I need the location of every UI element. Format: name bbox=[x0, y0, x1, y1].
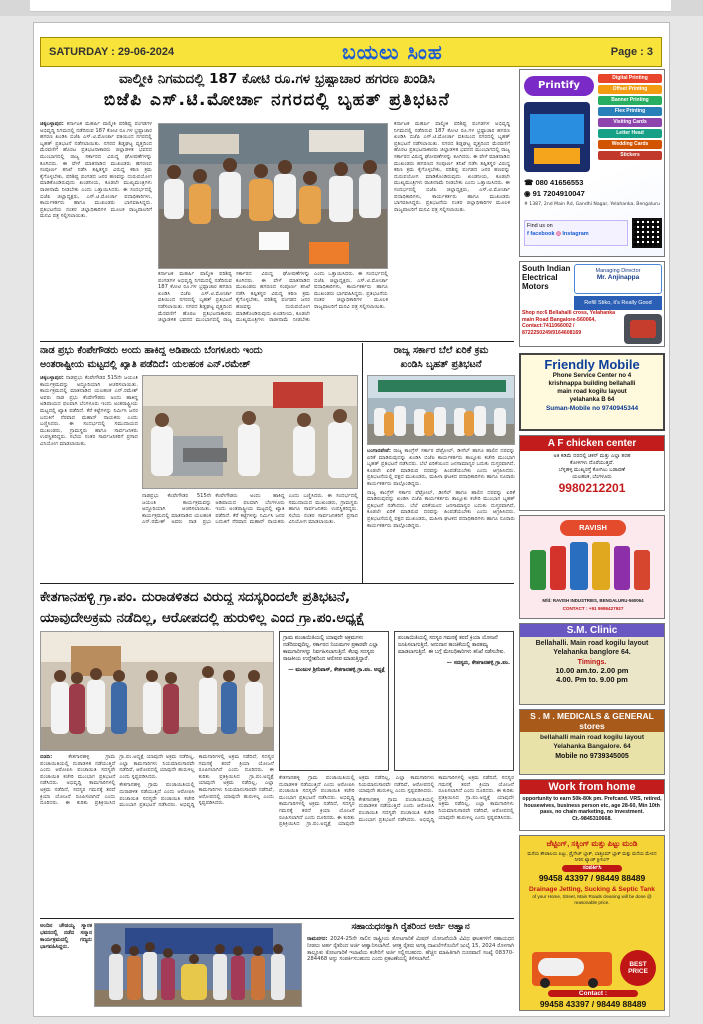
ad-friendly-mobile bbox=[519, 353, 665, 431]
story4-body-right: ಕೇತಗಾನಹಳ್ಳಿ ಗ್ರಾಮ ಪಂಚಾಯಿತಿಯಲ್ಲಿ ದುರಾಡಳಿತ ನಡೆಯುತ್ತಿದೆ ಎಂದು ಆರೋಪಿಸಿ ಪಂಚಾಯಿತಿ ಸದಸ್ಯರೇ ಪಂಚಾಯಿತಿ ಕಚೇರಿ ಮುಂಭಾಗ ಪ್ರತಿಭಟನೆ ನಡೆಸಿದರು. ಅಭಿವೃದ್ಧಿ ಕಾಮಗಾರಿಗಳಲ್ಲಿ ಅಕ್ರಮ ನಡೆದಿದೆ, ಸದಸ್ಯರ ಗಮನಕ್ಕೆ ತರದೆ ಕ್ರಿಯಾ ಯೋಜನೆ ರೂಪಿಸಲಾಗಿದೆ ಎಂದು ದೂರಿದರು. ಈ ಕುರಿತು ಪ್ರತಿಕ್ರಿಯಿಸಿದ ಗ್ರಾ.ಪಂ.ಅಧ್ಯಕ್ಷೆ ಯಾವುದೇ ಅಕ್ರಮ ನಡೆದಿಲ್ಲ, ಎಲ್ಲಾ ಕಾಮಗಾರಿಗಳು ನಿಯಮಾನುಸಾರವೇ ನಡೆದಿವೆ, ಆರೋಪದಲ್ಲಿ ಯಾವುದೇ ಹುರುಳಿಲ್ಲ ಎಂದು ಸ್ಪಷ್ಟಪಡಿಸಿದರು. ಕೇತಗಾನಹಳ್ಳಿ ಗ್ರಾಮ ಪಂಚಾಯಿತಿಯಲ್ಲಿ ದುರಾಡಳಿತ ನಡೆಯುತ್ತಿದೆ ಎಂದು ಆರೋಪಿಸಿ ಪಂಚಾಯಿತಿ ಸದಸ್ಯರೇ ಪಂಚಾಯಿತಿ ಕಚೇರಿ ಮುಂಭಾಗ ಪ್ರತಿಭಟನೆ ನಡೆಸಿದರು. ಅಭಿವೃದ್ಧಿ ಕಾಮಗಾರಿಗಳಲ್ಲಿ ಅಕ್ರಮ ನಡೆದಿದೆ, ಸದಸ್ಯರ ಗಮನಕ್ಕೆ ತರದೆ ಕ್ರಿಯಾ ಯೋಜನೆ ರೂಪಿಸಲಾಗಿದೆ ಎಂದು ದೂರಿದರು. ಈ ಕುರಿತು ಪ್ರತಿಕ್ರಿಯಿಸಿದ ಗ್ರಾ.ಪಂ.ಅಧ್ಯಕ್ಷೆ ಯಾವುದೇ ಅಕ್ರಮ ನಡೆದಿಲ್ಲ, ಎಲ್ಲಾ ಕಾಮಗಾರಿಗಳು ನಿಯಮಾನುಸಾರವೇ ನಡೆದಿವೆ, ಆರೋಪದಲ್ಲಿ ಯಾವುದೇ ಹುರುಳಿಲ್ಲ ಎಂದು ಸ್ಪಷ್ಟಪಡಿಸಿದರು. bbox=[279, 775, 514, 828]
story5-lead: ರಾಮನಗರ: bbox=[307, 936, 328, 942]
caption-text: ಅಂದಿನ ಚೌಡಯ್ಯ ಸ್ಮಾರಕ ಭವನದಲ್ಲಿ ನಡೆದ ಸನ್ಮಾನ ಕಾರ್ಯಕ್ರಮದಲ್ಲಿ ಗಣ್ಯರು ಭಾಗವಹಿಸಿದ್ದರು. bbox=[40, 923, 92, 950]
story3-lead: ಬಂಗಾರಪೇಟೆ: bbox=[367, 448, 391, 454]
chicken-title: A F chicken center bbox=[520, 436, 664, 451]
ad-work-from-home bbox=[519, 779, 665, 831]
story1-body-col1 bbox=[40, 121, 152, 339]
motors-tagline: Refill Stiko, it's Really Good bbox=[574, 296, 662, 310]
ravish-manufacturer: Mfd: RAVISH INDUSTRIES, BENGALURU-560064 bbox=[542, 598, 644, 603]
browser-top-strip bbox=[0, 0, 703, 16]
newspaper-page bbox=[33, 22, 670, 1017]
jetting-title-en: Drainage Jetting, Sucking & Septic Tank bbox=[529, 886, 655, 893]
tanker-truck-image bbox=[532, 952, 612, 986]
ravish-logo: RAVISH bbox=[560, 520, 626, 536]
medicals-title: S . M . MEDICALS & GENERAL stores bbox=[520, 710, 664, 732]
masthead bbox=[40, 37, 662, 67]
story4-headline-2: ಯಾವುದೇಅಕ್ರಮ ನಡೆದಿಲ್ಲ, ಆರೋಪದಲ್ಲಿ ಹುರುಳಿಲ್ಲ ಎಂದ ಗ್ರಾ.ಪಂ.ಅಧ್ಯಕ್ಷೆ bbox=[40, 610, 365, 626]
instagram-icon: ◎ bbox=[556, 231, 561, 237]
qr-code-icon bbox=[632, 218, 662, 248]
story2-body: ನಾಡಪ್ರಭು ಕೆಂಪೇಗೌಡರ 515ನೇ ಜಯಂತಿ ಕಾರ್ಯಕ್ರಮವನ್ನು ಅದ್ದೂರಿಯಾಗಿ ಆಚರಿಸಲಾಯಿತು. ಕಾರ್ಯಕ್ರಮದಲ್ಲಿ ಮಾತನಾಡಿದ ಯಲಹಂಕ ಎನ್.ರಮೇಶ್ ಅವರು ನಾಡ ಪ್ರಭು ಕೆಂಪೇಗೌಡರು ಅಂದು ಹಾಕಿದ್ದ ಅಡಿಪಾಯದ ಫಲವಾಗಿ ಬೆಂಗಳೂರು ಇಂದು ಅಂತರಾಷ್ಟ್ರೀಯ ಮಟ್ಟದಲ್ಲಿ ಖ್ಯಾತಿ ಪಡೆದಿದೆ. ಕೆರೆ ಕಟ್ಟೆಗಳನ್ನು ನಿರ್ಮಿಸಿ ಜನರ ಬದುಕಿಗೆ ನೆರವಾದ ಮಹಾನ್ ನಾಯಕರು ಎಂದು ಬಣ್ಣಿಸಿದರು. ಈ ಸಂದರ್ಭದಲ್ಲಿ ಸಮುದಾಯದ ಮುಖಂಡರು, ಗ್ರಾಮಸ್ಥರು ಹಾಗೂ ಸಾರ್ವಜನಿಕರು ಉಪಸ್ಥಿತರಿದ್ದರು. ಸಭೆಯ ನಂತರ ಸಾರ್ವಜನಿಕರಿಗೆ ಪ್ರಸಾದ ವಿನಿಯೋಗ ಮಾಡಲಾಯಿತು. bbox=[40, 375, 138, 447]
motor-image bbox=[624, 314, 662, 344]
printing-service-item: Banner Printing bbox=[598, 96, 662, 105]
divider bbox=[40, 583, 514, 584]
masthead-title: ಬಯಲು ಸಿಂಹ bbox=[342, 40, 443, 64]
story3-headline-2: ಖಂಡಿಸಿ ಬೃಹತ್ ಪ್ರತಿಭಟನೆ bbox=[400, 359, 482, 370]
quote2-text: ಪಂಚಾಯಿತಿಯಲ್ಲಿ ಸದಸ್ಯರ ಗಮನಕ್ಕೆ ತರದೆ ಕ್ರಿಯಾ ಯೋಜನೆ ರೂಪಿಸಲಾಗುತ್ತಿದೆ, ಅನುದಾನ ಹಂಚಿಕೆಯಲ್ಲಿ ತಾರತಮ್ಯ ಮಾಡಲಾಗುತ್ತಿದೆ. ಈ ಬಗ್ಗೆ ಮೇಲಧಿಕಾರಿಗಳು ತನಿಖೆ ನಡೆಸಬೇಕು. bbox=[398, 635, 506, 655]
ad-drainage-jetting bbox=[519, 835, 665, 1011]
chicken-desc-4: ಯಲಹಂಕ, ಬೆಂಗಳೂರು bbox=[572, 474, 612, 480]
story1-body-col3: ಕರ್ನಾಟಕ ಮಹರ್ಷಿ ವಾಲ್ಮೀಕಿ ಪರಿಶಿಷ್ಟ ಪಂಗಡಗಳ ಅಭಿವೃದ್ಧಿ ನಿಗಮದಲ್ಲಿ ನಡೆದಿರುವ 187 ಕೋಟಿ ರೂ.ಗಳ ಭ್ರಷ್ಟಾಚಾರ ಹಗರಣ ಖಂಡಿಸಿ ಬಿಜೆಪಿ ಎಸ್.ಟಿ.ಮೋರ್ಚಾ ವತಿಯಿಂದ ನಗರದಲ್ಲಿ ಬೃಹತ್ ಪ್ರತಿಭಟನೆ ನಡೆಸಲಾಯಿತು. ನಗರದ ಶಿಡ್ಲಘಟ್ಟ ವೃತ್ತದಿಂದ ಮೆರವಣಿಗೆ ಹೊರಟ ಪ್ರತಿಭಟನಾಕಾರರು ಜಿಲ್ಲಾಡಳಿತ ಭವನದ ಮುಂಭಾಗದಲ್ಲಿ ರಾಜ್ಯ ಸರ್ಕಾರದ ವಿರುದ್ಧ ಘೋಷಣೆಗಳನ್ನು ಕೂಗಿದರು. ಈ ವೇಳೆ ಮಾತನಾಡಿದ ಮುಖಂಡರು ಹಗರಣದ ಸಂಪೂರ್ಣ ತನಿಖೆ ನಡೆಸಿ ತಪ್ಪಿತಸ್ಥರ ವಿರುದ್ಧ ಕಠಿಣ ಕ್ರಮ ಕೈಗೊಳ್ಳಬೇಕು, ಪರಿಶಿಷ್ಟ ಪಂಗಡದ ಜನರ ಹಣವನ್ನು ದುರುಪಯೋಗ ಮಾಡಿಕೊಂಡಿರುವುದು ಖಂಡನೀಯ, ಕೂಡಲೇ ಮುಖ್ಯಮಂತ್ರಿಗಳು ರಾಜೀನಾಮೆ ನೀಡಬೇಕು ಎಂದು ಒತ್ತಾಯಿಸಿದರು. ಈ ಸಂದರ್ಭದಲ್ಲಿ ಬಿಜೆಪಿ ಜಿಲ್ಲಾಧ್ಯಕ್ಷರು, ಎಸ್.ಟಿ.ಮೋರ್ಚಾ ಪದಾಧಿಕಾರಿಗಳು, ಕಾರ್ಯಕರ್ತರು ಹಾಗೂ ಮುಖಂಡರು ಭಾಗವಹಿಸಿದ್ದರು. ಪ್ರತಿಭಟನೆಯ ನಂತರ ಜಿಲ್ಲಾಧಿಕಾರಿಗಳ ಮೂಲಕ ರಾಜ್ಯಪಾಲರಿಗೆ ಮನವಿ ಪತ್ರ ಸಲ್ಲಿಸಲಾಯಿತು. bbox=[394, 121, 510, 213]
story2-headline-2: ಅಂತರಾಷ್ಟ್ರೀಯ ಮಟ್ಟದಲ್ಲಿ ಖ್ಯಾತಿ ಪಡೆದಿದೆ: ಯಲಹಂಕ ಎನ್.ರಮೇಶ್ bbox=[40, 359, 251, 370]
story1-body: ಕರ್ನಾಟಕ ಮಹರ್ಷಿ ವಾಲ್ಮೀಕಿ ಪರಿಶಿಷ್ಟ ಪಂಗಡಗಳ ಅಭಿವೃದ್ಧಿ ನಿಗಮದಲ್ಲಿ ನಡೆದಿರುವ 187 ಕೋಟಿ ರೂ.ಗಳ ಭ್ರಷ್ಟಾಚಾರ ಹಗರಣ ಖಂಡಿಸಿ ಬಿಜೆಪಿ ಎಸ್.ಟಿ.ಮೋರ್ಚಾ ವತಿಯಿಂದ ನಗರದಲ್ಲಿ ಬೃಹತ್ ಪ್ರತಿಭಟನೆ ನಡೆಸಲಾಯಿತು. ನಗರದ ಶಿಡ್ಲಘಟ್ಟ ವೃತ್ತದಿಂದ ಮೆರವಣಿಗೆ ಹೊರಟ ಪ್ರತಿಭಟನಾಕಾರರು ಜಿಲ್ಲಾಡಳಿತ ಭವನದ ಮುಂಭಾಗದಲ್ಲಿ ರಾಜ್ಯ ಸರ್ಕಾರದ ವಿರುದ್ಧ ಘೋಷಣೆಗಳನ್ನು ಕೂಗಿದರು. ಈ ವೇಳೆ ಮಾತನಾಡಿದ ಮುಖಂಡರು ಹಗರಣದ ಸಂಪೂರ್ಣ ತನಿಖೆ ನಡೆಸಿ ತಪ್ಪಿತಸ್ಥರ ವಿರುದ್ಧ ಕಠಿಣ ಕ್ರಮ ಕೈಗೊಳ್ಳಬೇಕು, ಪರಿಶಿಷ್ಟ ಪಂಗಡದ ಜನರ ಹಣವನ್ನು ದುರುಪಯೋಗ ಮಾಡಿಕೊಂಡಿರುವುದು ಖಂಡನೀಯ, ಕೂಡಲೇ ಮುಖ್ಯಮಂತ್ರಿಗಳು ರಾಜೀನಾಮೆ ನೀಡಬೇಕು ಎಂದು ಒತ್ತಾಯಿಸಿದರು. ಈ ಸಂದರ್ಭದಲ್ಲಿ ಬಿಜೆಪಿ ಜಿಲ್ಲಾಧ್ಯಕ್ಷರು, ಎಸ್.ಟಿ.ಮೋರ್ಚಾ ಪದಾಧಿಕಾರಿಗಳು, ಕಾರ್ಯಕರ್ತರು ಹಾಗೂ ಮುಖಂಡರು ಭಾಗವಹಿಸಿದ್ದರು. ಪ್ರತಿಭಟನೆಯ ನಂತರ ಜಿಲ್ಲಾಧಿಕಾರಿಗಳ ಮೂಲಕ ರಾಜ್ಯಪಾಲರಿಗೆ ಮನವಿ ಪತ್ರ ಸಲ್ಲಿಸಲಾಯಿತು. bbox=[40, 121, 152, 220]
friendly-address-line: Phone Service Center no 4 bbox=[552, 372, 632, 379]
chicken-desc-2: ಕೋಳಿಗಳು ದೊರೆಯುತ್ತವೆ. bbox=[570, 460, 614, 466]
motors-name: South Indian Electrical Motors bbox=[522, 264, 571, 291]
jetting-sub-kn: ಮನೆಯ ಶೌಚಾಲಯ ಪಿಟ್ಟು, ಡ್ರೈನೇಜ್ ಬ್ಲಾಕ್, ಬಾತ್ರೂಮ್ ಬ್ಲಾಕ್ ಮತ್ತು ಮನೆಯ ಮೇಲಿನ ನೀರಿನ ಟ್ಯಾಂಕ್ ಕ್ಲೀನಿಂಗ್ bbox=[527, 851, 657, 862]
medicals-address: bellahalli main road kogilu layout Yelahanka Bangalore. 64 bbox=[539, 734, 645, 750]
story2-photo bbox=[142, 375, 358, 489]
story4-body: ಕೇತಗಾನಹಳ್ಳಿ ಗ್ರಾಮ ಪಂಚಾಯಿತಿಯಲ್ಲಿ ದುರಾಡಳಿತ ನಡೆಯುತ್ತಿದೆ ಎಂದು ಆರೋಪಿಸಿ ಪಂಚಾಯಿತಿ ಸದಸ್ಯರೇ ಪಂಚಾಯಿತಿ ಕಚೇರಿ ಮುಂಭಾಗ ಪ್ರತಿಭಟನೆ ನಡೆಸಿದರು. ಅಭಿವೃದ್ಧಿ ಕಾಮಗಾರಿಗಳಲ್ಲಿ ಅಕ್ರಮ ನಡೆದಿದೆ, ಸದಸ್ಯರ ಗಮನಕ್ಕೆ ತರದೆ ಕ್ರಿಯಾ ಯೋಜನೆ ರೂಪಿಸಲಾಗಿದೆ ಎಂದು ದೂರಿದರು. ಈ ಕುರಿತು ಪ್ರತಿಕ್ರಿಯಿಸಿದ ಗ್ರಾ.ಪಂ.ಅಧ್ಯಕ್ಷೆ ಯಾವುದೇ ಅಕ್ರಮ ನಡೆದಿಲ್ಲ, ಎಲ್ಲಾ ಕಾಮಗಾರಿಗಳು ನಿಯಮಾನುಸಾರವೇ ನಡೆದಿವೆ, ಆರೋಪದಲ್ಲಿ ಯಾವುದೇ ಹುರುಳಿಲ್ಲ ಎಂದು ಸ್ಪಷ್ಟಪಡಿಸಿದರು. bbox=[40, 754, 195, 807]
friendly-address-line: yelahanka B 64 bbox=[569, 396, 615, 403]
story4-photo bbox=[40, 631, 274, 751]
jetting-title-kn: ಜೆಟ್ಟಿಂಗ್, ಸಕ್ಕಿಂಗ್ ಮತ್ತು ಪಿಟ್ಟು ಮಂಡಿ bbox=[546, 839, 638, 848]
story4-body-left: ಬಿಡದಿ: ಕೇತಗಾನಹಳ್ಳಿ ಗ್ರಾಮ ಪಂಚಾಯಿತಿಯಲ್ಲಿ ದುರಾಡಳಿತ ನಡೆಯುತ್ತಿದೆ ಎಂದು ಆರೋಪಿಸಿ ಪಂಚಾಯಿತಿ ಸದಸ್ಯರೇ ಪಂಚಾಯಿತಿ ಕಚೇರಿ ಮುಂಭಾಗ ಪ್ರತಿಭಟನೆ ನಡೆಸಿದರು. ಅಭಿವೃದ್ಧಿ ಕಾಮಗಾರಿಗಳಲ್ಲಿ ಅಕ್ರಮ ನಡೆದಿದೆ, ಸದಸ್ಯರ ಗಮನಕ್ಕೆ ತರದೆ ಕ್ರಿಯಾ ಯೋಜನೆ ರೂಪಿಸಲಾಗಿದೆ ಎಂದು ದೂರಿದರು. ಈ ಕುರಿತು ಪ್ರತಿಕ್ರಿಯಿಸಿದ ಗ್ರಾ.ಪಂ.ಅಧ್ಯಕ್ಷೆ ಯಾವುದೇ ಅಕ್ರಮ ನಡೆದಿಲ್ಲ, ಎಲ್ಲಾ ಕಾಮಗಾರಿಗಳು ನಿಯಮಾನುಸಾರವೇ ನಡೆದಿವೆ, ಆರೋಪದಲ್ಲಿ ಯಾವುದೇ ಹುರುಳಿಲ್ಲ ಎಂದು ಸ್ಪಷ್ಟಪಡಿಸಿದರು. ಕೇತಗಾನಹಳ್ಳಿ ಗ್ರಾಮ ಪಂಚಾಯಿತಿಯಲ್ಲಿ ದುರಾಡಳಿತ ನಡೆಯುತ್ತಿದೆ ಎಂದು ಆರೋಪಿಸಿ ಪಂಚಾಯಿತಿ ಸದಸ್ಯರೇ ಪಂಚಾಯಿತಿ ಕಚೇರಿ ಮುಂಭಾಗ ಪ್ರತಿಭಟನೆ ನಡೆಸಿದರು. ಅಭಿವೃದ್ಧಿ ಕಾಮಗಾರಿಗಳಲ್ಲಿ ಅಕ್ರಮ ನಡೆದಿದೆ, ಸದಸ್ಯರ ಗಮನಕ್ಕೆ ತರದೆ ಕ್ರಿಯಾ ಯೋಜನೆ ರೂಪಿಸಲಾಗಿದೆ ಎಂದು ದೂರಿದರು. ಈ ಕುರಿತು ಪ್ರತಿಕ್ರಿಯಿಸಿದ ಗ್ರಾ.ಪಂ.ಅಧ್ಯಕ್ಷೆ ಯಾವುದೇ ಅಕ್ರಮ ನಡೆದಿಲ್ಲ, ಎಲ್ಲಾ ಕಾಮಗಾರಿಗಳು ನಿಯಮಾನುಸಾರವೇ ನಡೆದಿವೆ, ಆರೋಪದಲ್ಲಿ ಯಾವುದೇ ಹುರುಳಿಲ್ಲ ಎಂದು ಸ್ಪಷ್ಟಪಡಿಸಿದರು. bbox=[40, 754, 274, 809]
printing-service-item: Letter Head bbox=[598, 129, 662, 138]
story1-headline: ಬಿಜೆಪಿ ಎಸ್.ಟಿ.ಮೋರ್ಚಾ ನಗರದಲ್ಲಿ ಬೃಹತ್ ಪ್ರತಿಭಟನೆ bbox=[103, 90, 451, 110]
ad-chicken-center bbox=[519, 435, 665, 511]
motors-address: Shop no:6 Bellahalli cross, Yelahanka main Road Bangalore-560064, Contact:7411066002 / 8722250249/9164608169 bbox=[522, 310, 616, 336]
best-price-badge: BEST PRICE bbox=[620, 950, 656, 986]
friendly-address-line: main road kogilu layout bbox=[557, 388, 627, 395]
jetting-contact-kn: ಸಂಪರ್ಕಿಸಿ bbox=[562, 865, 622, 872]
page-number: Page : 3 bbox=[610, 46, 653, 58]
story1-kicker: ವಾಲ್ಮೀಕಿ ನಿಗಮದಲ್ಲಿ 187 ಕೋಟಿ ರೂ.ಗಳ ಭ್ರಷ್ಟಾಚಾರ ಹಗರಣ ಖಂಡಿಸಿ bbox=[119, 71, 435, 87]
chicken-desc-1: ಅತಿ ಕಡಿಮೆ ದರದಲ್ಲಿ ಚಿಕನ್ ಮತ್ತು ಎಲ್ಲಾ ತರಹ bbox=[553, 453, 631, 459]
story3-headline-1: ರಾಜ್ಯ ಸರ್ಕಾರ ಬೆಲೆ ಏರಿಕೆ ಕ್ರಮ bbox=[393, 345, 489, 356]
masthead-date: SATURDAY : 29-06-2024 bbox=[49, 46, 175, 58]
story1-body-under-photo: ಕರ್ನಾಟಕ ಮಹರ್ಷಿ ವಾಲ್ಮೀಕಿ ಪರಿಶಿಷ್ಟ ಪಂಗಡಗಳ ಅಭಿವೃದ್ಧಿ ನಿಗಮದಲ್ಲಿ ನಡೆದಿರುವ 187 ಕೋಟಿ ರೂ.ಗಳ ಭ್ರಷ್ಟಾಚಾರ ಹಗರಣ ಖಂಡಿಸಿ ಬಿಜೆಪಿ ಎಸ್.ಟಿ.ಮೋರ್ಚಾ ವತಿಯಿಂದ ನಗರದಲ್ಲಿ ಬೃಹತ್ ಪ್ರತಿಭಟನೆ ನಡೆಸಲಾಯಿತು. ನಗರದ ಶಿಡ್ಲಘಟ್ಟ ವೃತ್ತದಿಂದ ಮೆರವಣಿಗೆ ಹೊರಟ ಪ್ರತಿಭಟನಾಕಾರರು ಜಿಲ್ಲಾಡಳಿತ ಭವನದ ಮುಂಭಾಗದಲ್ಲಿ ರಾಜ್ಯ ಸರ್ಕಾರದ ವಿರುದ್ಧ ಘೋಷಣೆಗಳನ್ನು ಕೂಗಿದರು. ಈ ವೇಳೆ ಮಾತನಾಡಿದ ಮುಖಂಡರು ಹಗರಣದ ಸಂಪೂರ್ಣ ತನಿಖೆ ನಡೆಸಿ ತಪ್ಪಿತಸ್ಥರ ವಿರುದ್ಧ ಕಠಿಣ ಕ್ರಮ ಕೈಗೊಳ್ಳಬೇಕು, ಪರಿಶಿಷ್ಟ ಪಂಗಡದ ಜನರ ಹಣವನ್ನು ದುರುಪಯೋಗ ಮಾಡಿಕೊಂಡಿರುವುದು ಖಂಡನೀಯ, ಕೂಡಲೇ ಮುಖ್ಯಮಂತ್ರಿಗಳು ರಾಜೀನಾಮೆ ನೀಡಬೇಕು ಎಂದು ಒತ್ತಾಯಿಸಿದರು. ಈ ಸಂದರ್ಭದಲ್ಲಿ ಬಿಜೆಪಿ ಜಿಲ್ಲಾಧ್ಯಕ್ಷರು, ಎಸ್.ಟಿ.ಮೋರ್ಚಾ ಪದಾಧಿಕಾರಿಗಳು, ಕಾರ್ಯಕರ್ತರು ಹಾಗೂ ಮುಖಂಡರು ಭಾಗವಹಿಸಿದ್ದರು. ಪ್ರತಿಭಟನೆಯ ನಂತರ ಜಿಲ್ಲಾಧಿಕಾರಿಗಳ ಮೂಲಕ ರಾಜ್ಯಪಾಲರಿಗೆ ಮನವಿ ಪತ್ರ ಸಲ್ಲಿಸಲಾಯಿತು. bbox=[158, 271, 388, 324]
chicken-desc-3: ಬೆಳ್ಳಹಳ್ಳಿ ಮುಖ್ಯರಸ್ತೆ ಕೋಗಿಲು ಬಡಾವಣೆ bbox=[558, 467, 626, 473]
story4-lead: ಬಿಡದಿ: bbox=[40, 754, 53, 760]
printing-service-item: Stickers bbox=[598, 151, 662, 160]
printing-service-item: Offset Printing bbox=[598, 85, 662, 94]
printing-service-item: Visiting Cards bbox=[598, 118, 662, 127]
product-bottles bbox=[526, 542, 660, 590]
printing-services-list bbox=[598, 74, 662, 162]
quote1-text: ಗ್ರಾಮ ಪಂಚಾಯಿತಿಯಲ್ಲಿ ಯಾವುದೇ ಅಕ್ರಮಗಳು ನಡೆದಿರುವುದಿಲ್ಲ, ಸರ್ಕಾರದ ನಿಯಮಗಳ ಪ್ರಕಾರವೇ ಎಲ್ಲಾ ಕಾಮಗಾರಿಗಳನ್ನು ನಿರ್ವಹಿಸಲಾಗುತ್ತಿದೆ. ಕೆಲವು ಸದಸ್ಯರು ರಾಜಕೀಯ ಉದ್ದೇಶದಿಂದ ಆರೋಪ ಮಾಡುತ್ತಿದ್ದಾರೆ. bbox=[283, 635, 379, 662]
ad-printify bbox=[519, 69, 665, 257]
ad-sm-clinic bbox=[519, 623, 665, 705]
column-divider bbox=[362, 343, 363, 583]
ravish-contact: CONTACT : +91 9986427927 bbox=[562, 606, 624, 611]
divider bbox=[40, 918, 514, 919]
printing-service-item: Wedding Cards bbox=[598, 140, 662, 149]
jetting-sub-en: of your Home, Street, Main Roads cleaning will be done @ reasonable price. bbox=[532, 894, 652, 905]
ceremony-photo bbox=[94, 923, 302, 1007]
clinic-timing-2: 4.00. Pm to. 9.00 pm bbox=[556, 675, 628, 684]
quote-box-members bbox=[394, 631, 514, 771]
story5-body: ರಾಮನಗರ: 2024-25ನೇ ಸಾಲಿನ ರಾಷ್ಟ್ರೀಯ ತೋಟಗಾರಿಕೆ ಮಿಷನ್ ಯೋಜನೆಯಡಿ ವಿವಿಧ ಘಟಕಗಳಿಗೆ ಸಹಾಯಧನ ನೀಡಲು ಅರ್ಹ ರೈತರಿಂದ ಅರ್ಜಿ ಆಹ್ವಾನಿಸಲಾಗಿದೆ. ಆಸಕ್ತ ರೈತರು ಅಗತ್ಯ ದಾಖಲೆಗಳೊಂದಿಗೆ ಜುಲೈ 15, 2024 ರೊಳಗಾಗಿ ತಾಲ್ಲೂಕು ತೋಟಗಾರಿಕೆ ಇಲಾಖೆಯ ಕಚೇರಿಗೆ ಅರ್ಜಿ ಸಲ್ಲಿಸಬಹುದು. ಹೆಚ್ಚಿನ ಮಾಹಿತಿಗಾಗಿ ದೂರವಾಣಿ ಸಂಖ್ಯೆ 08370-284468 ಅನ್ನು ಸಂಪರ್ಕಿಸಬಹುದು ಎಂದು ಪ್ರಕಟಣೆಯಲ್ಲಿ ತಿಳಿಸಲಾಗಿದೆ. bbox=[307, 936, 514, 963]
ad-motors bbox=[519, 261, 665, 347]
story4-headline-1: ಕೇತಗಾನಹಳ್ಳಿ ಗ್ರಾ.ಪಂ. ದುರಾಡಳಿತದ ವಿರುದ್ಧ ಸದಸ್ಯರಿಂದಲೇ ಪ್ರತಿಭಟನೆ, bbox=[40, 589, 351, 605]
quote2-signature: — ಸದಸ್ಯರು, ಕೇತಗಾನಹಳ್ಳಿ ಗ್ರಾ.ಪಂ. bbox=[446, 660, 510, 666]
work-description: opportunity to earn 50k-80k pm. Prefcand. VRS, retired, housewives, business person etc, age 28-60, Min 10th pass, no chain marketing, no investment. Ct.-9845310668. bbox=[522, 796, 662, 822]
printify-phones: ☎ 080 41656553 ◉ 91 7204910047 bbox=[524, 178, 585, 198]
story2-headline-1: ನಾಡ ಪ್ರಭು ಕೆಂಪೇಗೌಡರು ಅಂದು ಹಾಕಿದ್ದ ಅಡಿಪಾಯ ಬೆಂಗಳೂರು ಇಂದು bbox=[40, 345, 263, 356]
photo-caption bbox=[40, 923, 92, 1013]
quote1-signature: — ಮಂಜುಳ ಶ್ರೀನಿವಾಸ್, ಕೇತಗಾನಹಳ್ಳಿ ಗ್ರಾ.ಪಂ. ಅಧ್ಯಕ್ಷೆ bbox=[288, 667, 385, 673]
printer-image bbox=[524, 102, 590, 172]
story2-body-cols: ನಾಡಪ್ರಭು ಕೆಂಪೇಗೌಡರ 515ನೇ ಜಯಂತಿ ಕಾರ್ಯಕ್ರಮವನ್ನು ಅದ್ದೂರಿಯಾಗಿ ಆಚರಿಸಲಾಯಿತು. ಕಾರ್ಯಕ್ರಮದಲ್ಲಿ ಮಾತನಾಡಿದ ಯಲಹಂಕ ಎನ್.ರಮೇಶ್ ಅವರು ನಾಡ ಪ್ರಭು ಕೆಂಪೇಗೌಡರು ಅಂದು ಹಾಕಿದ್ದ ಅಡಿಪಾಯದ ಫಲವಾಗಿ ಬೆಂಗಳೂರು ಇಂದು ಅಂತರಾಷ್ಟ್ರೀಯ ಮಟ್ಟದಲ್ಲಿ ಖ್ಯಾತಿ ಪಡೆದಿದೆ. ಕೆರೆ ಕಟ್ಟೆಗಳನ್ನು ನಿರ್ಮಿಸಿ ಜನರ ಬದುಕಿಗೆ ನೆರವಾದ ಮಹಾನ್ ನಾಯಕರು ಎಂದು ಬಣ್ಣಿಸಿದರು. ಈ ಸಂದರ್ಭದಲ್ಲಿ ಸಮುದಾಯದ ಮುಖಂಡರು, ಗ್ರಾಮಸ್ಥರು ಹಾಗೂ ಸಾರ್ವಜನಿಕರು ಉಪಸ್ಥಿತರಿದ್ದರು. ಸಭೆಯ ನಂತರ ಸಾರ್ವಜನಿಕರಿಗೆ ಪ್ರಸಾದ ವಿನಿಯೋಗ ಮಾಡಲಾಯಿತು. bbox=[142, 493, 358, 526]
printing-service-item: Flex Printing bbox=[598, 107, 662, 116]
jetting-phones: 99458 43397 / 98449 88489 bbox=[538, 873, 646, 883]
quote-box-president bbox=[279, 631, 389, 771]
friendly-contact: Suman-Mobile no 9740945344 bbox=[545, 405, 639, 412]
social-strip: Find us on f facebook ◎ Instagram bbox=[524, 220, 628, 246]
clinic-title: S.M. Clinic bbox=[520, 624, 664, 637]
clinic-timing-1: 10.00 am.to. 2.00 pm bbox=[555, 666, 629, 675]
story2-body-col1 bbox=[40, 375, 138, 580]
friendly-title: Friendly Mobile bbox=[544, 357, 640, 372]
facebook-icon: f bbox=[527, 231, 529, 237]
motors-director: Managing Director Mr. Anjinappa bbox=[574, 264, 662, 294]
story1-photo bbox=[158, 123, 388, 269]
chicken-phone: 9980212201 bbox=[558, 481, 626, 495]
story2-lead: ಚಿಕ್ಕಬಳ್ಳಾಪುರ: bbox=[40, 375, 64, 381]
friendly-address bbox=[521, 372, 663, 404]
story3-photo bbox=[367, 375, 515, 445]
work-title: Work from home bbox=[520, 780, 664, 794]
ad-ravish-industries bbox=[519, 515, 665, 619]
printify-logo: Printify bbox=[524, 76, 594, 96]
ad-sm-medicals bbox=[519, 709, 665, 775]
clinic-address: Bellahalli. Main road kogilu layout Yelahanka banglore 64. bbox=[535, 640, 649, 656]
jetting-phones-2: 99458 43397 / 98449 88489 bbox=[539, 999, 647, 1009]
medicals-mobile: Mobile no 9739345005 bbox=[555, 753, 629, 760]
story1-lead: ಚಿಕ್ಕಬಳ್ಳಾಪುರ: bbox=[40, 121, 64, 127]
clinic-timings-label: Timings. bbox=[577, 659, 607, 666]
story3-body: ಬಂಗಾರಪೇಟೆ: ರಾಜ್ಯ ಕಾಂಗ್ರೆಸ್ ಸರ್ಕಾರ ಪೆಟ್ರೋಲ್, ಡೀಸೆಲ್ ಹಾಗೂ ಹಾಲಿನ ದರವನ್ನು ಏರಿಕೆ ಮಾಡಿರುವುದನ್ನು ಖಂಡಿಸಿ ಬಿಜೆಪಿ ಕಾರ್ಯಕರ್ತರು ತಾಲ್ಲೂಕು ಕಚೇರಿ ಮುಂಭಾಗ ಬೃಹತ್ ಪ್ರತಿಭಟನೆ ನಡೆಸಿದರು. ಬೆಲೆ ಏರಿಕೆಯಿಂದ ಜನಸಾಮಾನ್ಯರ ಬದುಕು ದುಸ್ತರವಾಗಿದೆ, ಕೂಡಲೇ ಏರಿಕೆ ಮಾಡಿರುವ ದರವನ್ನು ಹಿಂಪಡೆಯಬೇಕು ಎಂದು ಆಗ್ರಹಿಸಿದರು. ಪ್ರತಿಭಟನೆಯಲ್ಲಿ ಪಕ್ಷದ ಮುಖಂಡರು, ಮಹಿಳಾ ಘಟಕದ ಪದಾಧಿಕಾರಿಗಳು ಹಾಗೂ ನೂರಾರು ಕಾರ್ಯಕರ್ತರು ಪಾಲ್ಗೊಂಡಿದ್ದರು. ರಾಜ್ಯ ಕಾಂಗ್ರೆಸ್ ಸರ್ಕಾರ ಪೆಟ್ರೋಲ್, ಡೀಸೆಲ್ ಹಾಗೂ ಹಾಲಿನ ದರವನ್ನು ಏರಿಕೆ ಮಾಡಿರುವುದನ್ನು ಖಂಡಿಸಿ ಬಿಜೆಪಿ ಕಾರ್ಯಕರ್ತರು ತಾಲ್ಲೂಕು ಕಚೇರಿ ಮುಂಭಾಗ ಬೃಹತ್ ಪ್ರತಿಭಟನೆ ನಡೆಸಿದರು. ಬೆಲೆ ಏರಿಕೆಯಿಂದ ಜನಸಾಮಾನ್ಯರ ಬದುಕು ದುಸ್ತರವಾಗಿದೆ, ಕೂಡಲೇ ಏರಿಕೆ ಮಾಡಿರುವ ದರವನ್ನು ಹಿಂಪಡೆಯಬೇಕು ಎಂದು ಆಗ್ರಹಿಸಿದರು. ಪ್ರತಿಭಟನೆಯಲ್ಲಿ ಪಕ್ಷದ ಮುಖಂಡರು, ಮಹಿಳಾ ಘಟಕದ ಪದಾಧಿಕಾರಿಗಳು ಹಾಗೂ ನೂರಾರು ಕಾರ್ಯಕರ್ತರು ಪಾಲ್ಗೊಂಡಿದ್ದರು. bbox=[367, 448, 515, 529]
divider bbox=[40, 341, 514, 342]
jetting-contact-label: Contact : bbox=[548, 990, 638, 997]
printify-address: # 1387, 2nd Main Rd, Gandhi Nagar, Yelahanka, Bengaluru bbox=[524, 202, 660, 207]
friendly-address-line: krishnappa building bellahalli bbox=[548, 380, 636, 387]
printing-service-item: Digital Printing bbox=[598, 74, 662, 83]
story5-headline: ಸಹಾಯಧನಕ್ಕಾಗಿ ರೈತರಿಂದ ಅರ್ಜಿ ಆಹ್ವಾನ bbox=[351, 922, 470, 932]
